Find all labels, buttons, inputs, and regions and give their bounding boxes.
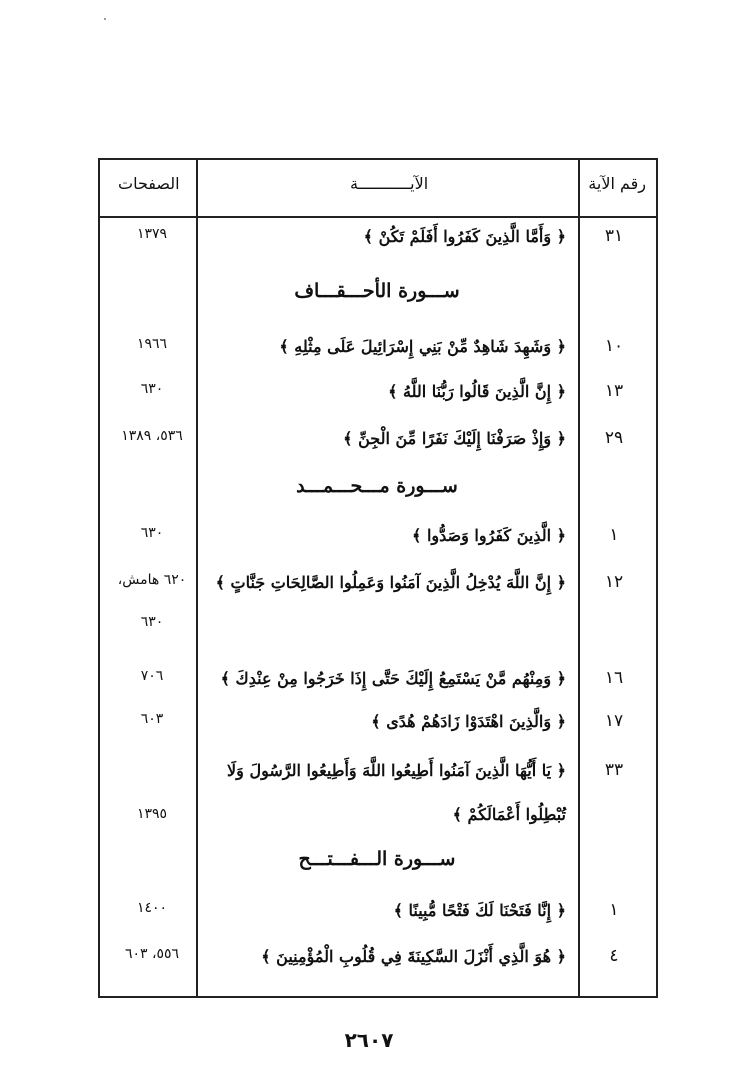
ayah-text: ﴿ يَا أَيُّهَا الَّذِينَ آمَنُوا أَطِيعُوا اللَّهَ وَأَطِيعُوا الرَّسُولَ وَلَا — [227, 761, 566, 780]
header-ayah-number: رقم الآية — [588, 174, 646, 193]
ayah-number: ١ — [609, 900, 619, 920]
ayah-number: ١٧ — [604, 711, 624, 731]
page-refs: ١٩٦٦ — [136, 336, 168, 352]
ayah-number: ٢٩ — [604, 428, 624, 448]
surah-title: ســـورة مـــحـــمـــد — [296, 475, 458, 497]
page-refs: ١٤٠٠ — [136, 900, 168, 916]
column-divider — [578, 160, 580, 996]
ayah-text: ﴿ إِنَّا فَتَحْنَا لَكَ فَتْحًا مُّبِينًا ﴾ — [393, 901, 566, 920]
ayah-number: ١٠ — [604, 336, 624, 356]
ayah-text: ﴿ وَإِذْ صَرَفْنَا إِلَيْكَ نَفَرًا مِّنَ الْجِنِّ ﴾ — [343, 429, 566, 448]
ayah-text: ﴿ وَأَمَّا الَّذِينَ كَفَرُوا أَفَلَمْ تَكُنْ ﴾ — [363, 227, 566, 246]
page-number: ٢٦٠٧ — [344, 1028, 394, 1052]
ayah-number: ١٣ — [604, 381, 624, 401]
header-ayah: الآيـــــــــــة — [350, 174, 429, 193]
page-refs: ١٣٩٥ — [136, 806, 168, 822]
surah-title: ســـورة الـــفـــتـــح — [298, 848, 456, 870]
ayah-text: ﴿ هُوَ الَّذِي أَنْزَلَ السَّكِينَةَ فِي قُلُوبِ الْمُؤْمِنِينَ ﴾ — [261, 947, 566, 966]
page-refs: ٥٣٦، ١٣٨٩ — [121, 428, 183, 444]
ayah-number: ١٦ — [604, 668, 624, 688]
ayah-text: ﴿ وَمِنْهُم مَّنْ يَسْتَمِعُ إِلَيْكَ حَتَّى إِذَا خَرَجُوا مِنْ عِنْدِكَ ﴾ — [220, 669, 566, 688]
ayah-text: ﴿ إِنَّ الَّذِينَ قَالُوا رَبُّنَا اللَّهُ ﴾ — [388, 382, 566, 401]
ayah-text-continued: تُبْطِلُوا أَعْمَالَكُمْ ﴾ — [452, 805, 566, 824]
page-refs: ٦٠٣ — [140, 711, 164, 727]
ayah-number: ٣١ — [604, 226, 624, 246]
scan-speck — [104, 18, 106, 20]
page-refs-continued: ٦٣٠ — [140, 614, 164, 630]
ayah-number: ١ — [609, 525, 619, 545]
index-table — [98, 158, 658, 998]
ayah-number: ١٢ — [604, 572, 624, 592]
ayah-text: ﴿ الَّذِينَ كَفَرُوا وَصَدُّوا ﴾ — [412, 526, 566, 545]
ayah-text: ﴿ إِنَّ اللَّهَ يُدْخِلُ الَّذِينَ آمَنُوا وَعَمِلُوا الصَّالِحَاتِ جَنَّاتٍ ﴾ — [215, 573, 566, 592]
page-refs: ١٣٧٩ — [136, 226, 168, 242]
page-refs: ٧٠٦ — [140, 668, 164, 684]
header-pages: الصفحات — [118, 174, 180, 193]
page-refs: ٦٣٠ — [140, 381, 164, 397]
ayah-text: ﴿ وَالَّذِينَ اهْتَدَوْا زَادَهُمْ هُدًى ﴾ — [371, 712, 566, 731]
page-refs: ٦٣٠ — [140, 525, 164, 541]
ayah-number: ٣٣ — [604, 760, 624, 780]
surah-title: ســـورة الأحـــقـــاف — [294, 280, 460, 302]
page-refs: ٥٥٦، ٦٠٣ — [124, 946, 180, 962]
ayah-number: ٤ — [609, 946, 619, 966]
ayah-text: ﴿ وَشَهِدَ شَاهِدٌ مِّنْ بَنِي إِسْرَائِيلَ عَلَى مِثْلِهِ ﴾ — [279, 337, 566, 356]
page-refs: ٦٢٠ هامش، — [117, 572, 187, 588]
